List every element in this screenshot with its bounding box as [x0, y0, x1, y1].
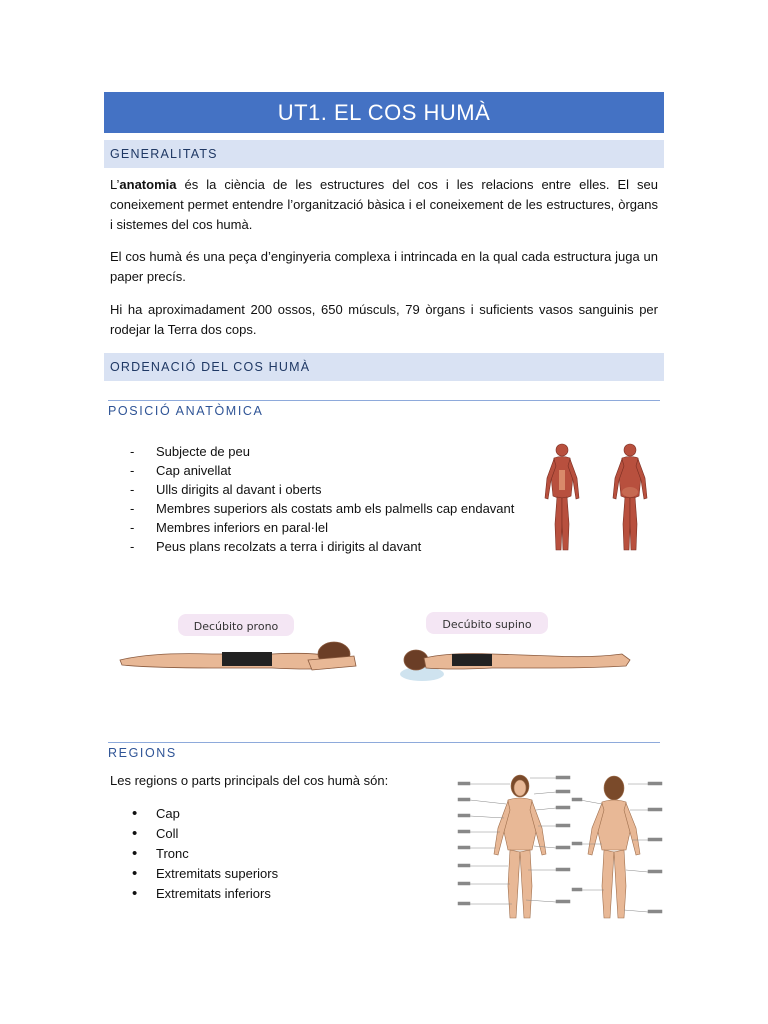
posicio-list: [130, 442, 526, 556]
list-item: • Extremitats inferiors: [130, 884, 278, 904]
section-generalitats: [104, 140, 664, 168]
section-heading: GENERALITATS: [110, 147, 218, 161]
list-item: - Membres superiors als costats amb els palmells cap endavant: [130, 499, 526, 518]
supine-figure-icon: [400, 650, 630, 681]
list-item: - Cap anivellat: [130, 461, 526, 480]
list-item: - Membres inferiors en paral·lel: [130, 518, 526, 537]
regions-list: [130, 804, 278, 904]
prone-figure-icon: [120, 642, 356, 670]
text-rest: és la ciència de les estructures del cos i les relacions entre elles. El seu coneixement permet entendre l’organització bàsica i el coneixement de les estructures, òrgans i sistemes del cos humà.: [110, 177, 658, 232]
term-anatomia: anatomia: [119, 177, 177, 192]
page-title: UT1. EL COS HUMÀ: [104, 92, 664, 133]
subsection-heading: POSICIÓ ANATÒMICA: [108, 404, 264, 418]
list-item: - Subjecte de peu: [130, 442, 526, 461]
anatomy-regions-diagram: [456, 770, 664, 930]
paragraph-engineering: El cos humà és una peça d’enginyeria complexa i intrincada en la qual cada estructura juga un paper precís.: [110, 249, 658, 284]
list-item: - Peus plans recolzats a terra i dirigits al davant: [130, 537, 526, 556]
text-prefix: L’: [110, 177, 120, 192]
subsection-regions: [108, 742, 660, 760]
section-ordenacio: [104, 353, 664, 381]
muscle-figure-front-icon: [545, 444, 579, 550]
list-item: • Tronc: [130, 844, 278, 864]
list-item: - Ulls dirigits al davant i oberts: [130, 480, 526, 499]
list-item: • Extremitats superiors: [130, 864, 278, 884]
annotation-lines: [458, 776, 662, 913]
paragraph-counts: Hi ha aproximadament 200 ossos, 650 músculs, 79 òrgans i suficients vasos sanguinis per rodejar la Terra dos cops.: [110, 302, 658, 337]
subsection-posicio: [108, 400, 660, 418]
list-item: • Coll: [130, 824, 278, 844]
subsection-heading: REGIONS: [108, 746, 177, 760]
list-item: • Cap: [130, 804, 278, 824]
section-heading: ORDENACIÓ DEL COS HUMÀ: [110, 360, 311, 374]
paragraph-anatomy: [110, 175, 658, 235]
prono-label: Decúbito prono: [193, 620, 279, 633]
muscle-figure-back-icon: [613, 444, 647, 550]
anatomy-diagram-back-icon: [588, 776, 640, 918]
lying-positions-figure: [112, 608, 640, 690]
supino-label: Decúbito supino: [442, 618, 532, 631]
muscle-figures-icon: [536, 440, 660, 558]
regions-intro: Les regions o parts principals del cos humà són:: [110, 773, 389, 788]
